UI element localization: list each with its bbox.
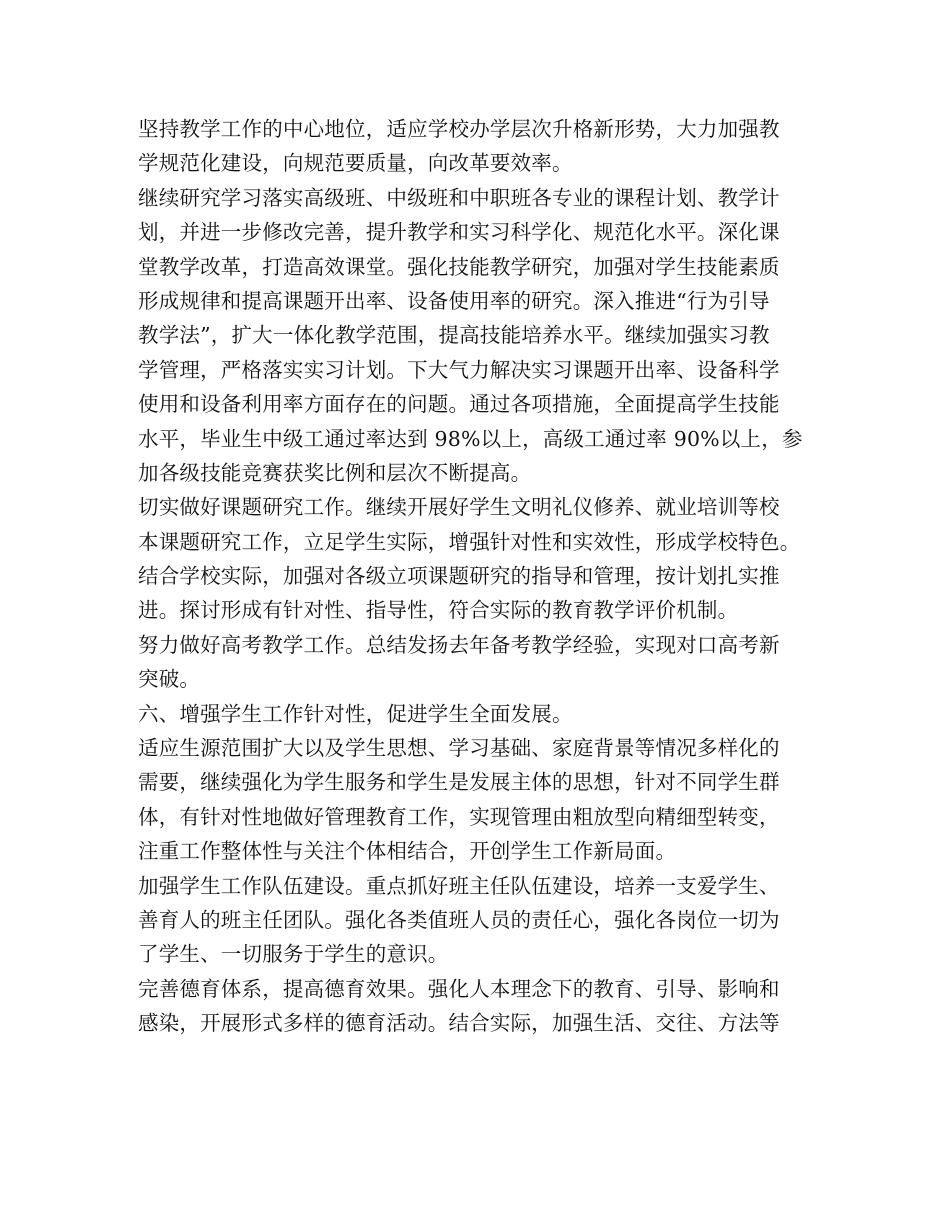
text-line: 适应生源范围扩大以及学生思想、学习基础、家庭背景等情况多样化的	[138, 736, 780, 761]
text-line: 突破。	[138, 667, 201, 692]
text-line: 水平，毕业生中级工通过率达到 98%以上，高级工通过率 90%以上，参	[138, 426, 803, 451]
text-line: 堂教学改革，打造高效课堂。强化技能教学研究，加强对学生技能素质	[138, 254, 780, 279]
text-line: 体，有针对性地做好管理教育工作，实现管理由粗放型向精细型转变，	[138, 804, 780, 829]
text-line: 划，并进一步修改完善，提升教学和实习科学化、规范化水平。深化课	[138, 220, 780, 245]
text-line: 完善德育体系，提高德育效果。强化人本理念下的教育、引导、影响和	[138, 976, 780, 1001]
text-line: 形成规律和提高课题开出率、设备使用率的研究。深入推进“行为引导	[138, 288, 770, 313]
text-line: 切实做好课题研究工作。继续开展好学生文明礼仪修养、就业培训等校	[138, 495, 780, 520]
text-line: 进。探讨形成有针对性、指导性，符合实际的教育教学评价机制。	[138, 598, 739, 623]
text-line: 继续研究学习落实高级班、中级班和中职班各专业的课程计划、教学计	[138, 185, 780, 210]
text-line: 加各级技能竞赛获奖比例和层次不断提高。	[138, 460, 532, 485]
text-line: 感染，开展形式多样的德育活动。结合实际，加强生活、交往、方法等	[138, 1011, 780, 1036]
text-line: 善育人的班主任团队。强化各类值班人员的责任心，强化各岗位一切为	[138, 907, 780, 932]
text-line: 结合学校实际，加强对各级立项课题研究的指导和管理，按计划扎实推	[138, 564, 780, 589]
document-body	[138, 112, 828, 1041]
text-line: 学规范化建设，向规范要质量，向改革要效率。	[138, 151, 573, 176]
text-line: 加强学生工作队伍建设。重点抓好班主任队伍建设，培养一支爱学生、	[138, 873, 780, 898]
section-heading: 六、增强学生工作针对性，促进学生全面发展。	[138, 701, 573, 726]
text-line: 努力做好高考教学工作。总结发扬去年备考教学经验，实现对口高考新	[138, 632, 780, 657]
text-line: 需要，继续强化为学生服务和学生是发展主体的思想，针对不同学生群	[138, 770, 780, 795]
text-line: 本课题研究工作，立足学生实际，增强针对性和实效性，形成学校特色。	[138, 529, 801, 554]
text-line: 使用和设备利用率方面存在的问题。通过各项措施，全面提高学生技能	[138, 392, 780, 417]
text-line: 注重工作整体性与关注个体相结合，开创学生工作新局面。	[138, 839, 677, 864]
text-line: 教学法”，扩大一体化教学范围，提高技能培养水平。继续加强实习教	[138, 323, 770, 348]
text-line: 坚持教学工作的中心地位，适应学校办学层次升格新形势，大力加强教	[138, 117, 780, 141]
text-line: 了学生、一切服务于学生的意识。	[138, 942, 449, 967]
text-line: 学管理，严格落实实习计划。下大气力解决实习课题开出率、设备科学	[138, 357, 780, 382]
